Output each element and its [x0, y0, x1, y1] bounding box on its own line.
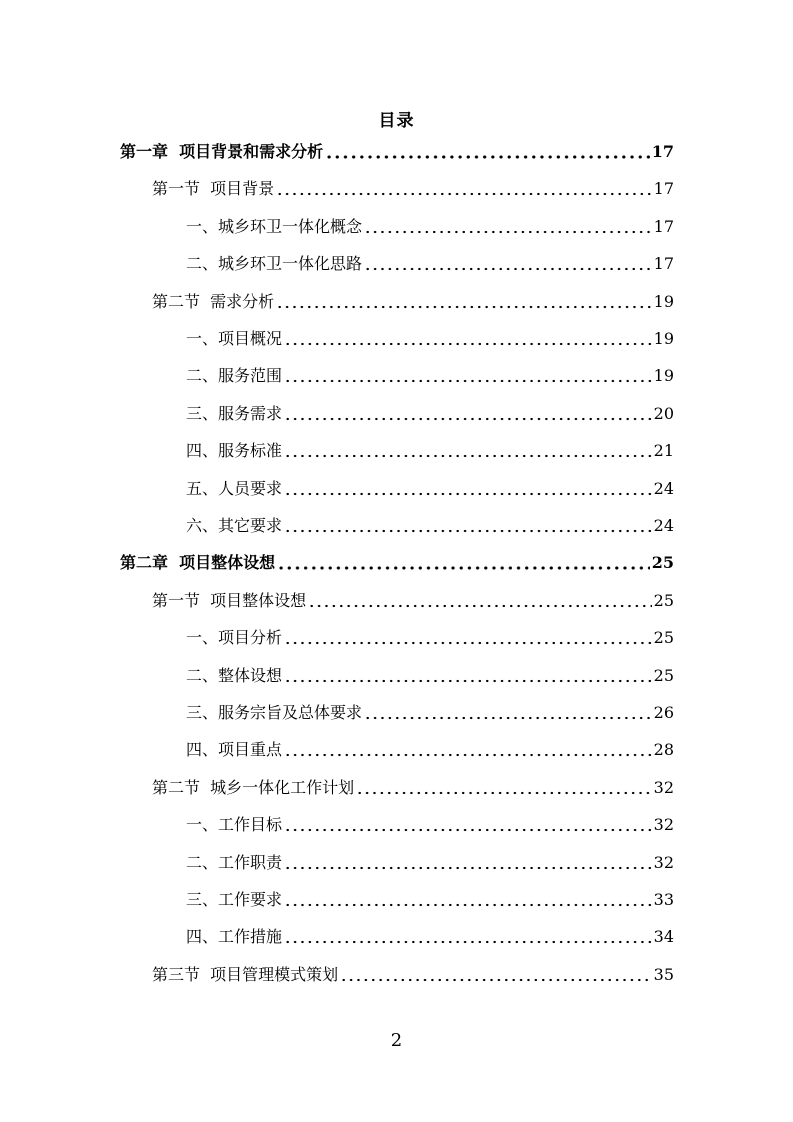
toc-entry-page-number: 17 — [653, 216, 674, 236]
toc-title: 目录 — [378, 111, 415, 131]
dot-leader — [284, 753, 652, 757]
dot-leader — [284, 679, 652, 683]
toc-entry-level-3[interactable] — [186, 924, 674, 950]
toc-entry-level-3[interactable] — [186, 513, 674, 539]
toc-entry-level-3[interactable] — [186, 438, 674, 464]
toc-entry-level-3[interactable] — [186, 737, 674, 763]
toc-entry-label: 二、城乡环卫一体化思路 — [186, 254, 363, 274]
dot-leader — [276, 305, 651, 309]
dot-leader — [284, 903, 652, 907]
toc-entry-level-3[interactable] — [186, 363, 674, 389]
toc-entry-label: 第一节 项目整体设想 — [152, 590, 307, 610]
toc-entry-label: 四、工作措施 — [186, 927, 283, 947]
toc-entry-label: 三、服务宗旨及总体要求 — [186, 703, 363, 722]
toc-entry-page-number: 19 — [653, 291, 674, 311]
toc-entry-page-number: 24 — [653, 516, 674, 535]
toc-entry-label: 二、工作职责 — [186, 852, 283, 872]
toc-entry-label: 五、人员要求 — [186, 478, 283, 498]
toc-entry-label: 四、服务标准 — [186, 441, 283, 461]
dot-leader — [364, 230, 652, 234]
dot-leader — [284, 342, 652, 346]
toc-entry-level-3[interactable] — [186, 850, 674, 876]
toc-entry-page-number: 19 — [653, 366, 674, 386]
toc-entry-level-3[interactable] — [186, 663, 674, 689]
dot-leader — [364, 716, 652, 720]
dot-leader — [284, 828, 652, 832]
toc-entry-level-3[interactable] — [186, 401, 674, 427]
toc-entry-level-2[interactable] — [152, 962, 674, 988]
toc-entry-page-number: 25 — [653, 590, 674, 610]
toc-entry-page-number: 21 — [653, 441, 674, 461]
toc-entry-label: 第二节 城乡一体化工作计划 — [152, 777, 355, 797]
toc-entry-page-number: 25 — [653, 665, 674, 685]
toc-entry-page-number: 26 — [653, 703, 674, 722]
toc-entry-label: 一、工作目标 — [186, 815, 283, 835]
toc-entry-page-number: 17 — [651, 142, 674, 161]
toc-entry-level-3[interactable] — [186, 326, 674, 352]
toc-entry-level-3[interactable] — [186, 700, 674, 726]
toc-entry-page-number: 35 — [653, 964, 674, 984]
dot-leader — [325, 155, 650, 159]
toc-entry-label: 一、项目概况 — [186, 329, 283, 348]
page-number: 2 — [390, 1030, 403, 1051]
toc-entry-level-2[interactable] — [152, 289, 674, 315]
toc-entry-label: 第一节 项目背景 — [152, 179, 275, 199]
dot-leader — [276, 192, 651, 196]
toc-entry-level-3[interactable] — [186, 214, 674, 240]
toc-entry-label: 四、项目重点 — [186, 740, 283, 760]
toc-entry-page-number: 28 — [653, 740, 674, 760]
toc-entry-page-number: 25 — [653, 628, 674, 648]
toc-entry-level-1[interactable] — [120, 550, 674, 576]
toc-entry-page-number: 25 — [651, 553, 674, 573]
dot-leader — [284, 866, 652, 870]
dot-leader — [284, 454, 652, 458]
toc-entry-page-number: 20 — [653, 403, 674, 423]
toc-entry-label: 三、服务需求 — [186, 403, 283, 423]
toc-entry-page-number: 32 — [653, 815, 674, 835]
toc-entry-page-number: 17 — [653, 254, 674, 274]
toc-entry-label: 第二节 需求分析 — [152, 291, 275, 311]
toc-entry-label: 一、城乡环卫一体化概念 — [186, 216, 363, 236]
toc-entry-level-3[interactable] — [186, 625, 674, 651]
toc-entry-page-number: 32 — [653, 777, 674, 797]
dot-leader — [284, 492, 652, 496]
dot-leader — [284, 417, 652, 421]
toc-entry-label: 六、其它要求 — [186, 516, 283, 535]
toc-entry-page-number: 33 — [653, 890, 674, 909]
toc-entry-level-3[interactable] — [186, 476, 674, 502]
dot-leader — [308, 604, 651, 608]
toc-entry-level-2[interactable] — [152, 775, 674, 801]
dot-leader — [364, 267, 652, 271]
toc-entry-level-3[interactable] — [186, 887, 674, 913]
toc-entry-label: 第一章 项目背景和需求分析 — [120, 142, 324, 161]
toc-entry-label: 第二章 项目整体设想 — [120, 553, 276, 573]
dot-leader — [284, 379, 652, 383]
toc-entry-page-number: 34 — [653, 927, 674, 947]
toc-entry-label: 一、项目分析 — [186, 628, 283, 648]
toc-entry-label: 二、服务范围 — [186, 366, 283, 386]
toc-entry-level-3[interactable] — [186, 812, 674, 838]
dot-leader — [356, 791, 651, 795]
toc-entry-page-number: 24 — [653, 478, 674, 498]
dot-leader — [340, 978, 651, 982]
toc-entry-level-3[interactable] — [186, 251, 674, 277]
toc-entry-level-2[interactable] — [152, 176, 674, 202]
toc-entry-page-number: 17 — [653, 179, 674, 199]
toc-entry-page-number: 19 — [653, 329, 674, 348]
toc-entry-level-1[interactable] — [120, 139, 674, 165]
dot-leader — [284, 529, 652, 533]
toc-entry-label: 三、工作要求 — [186, 890, 283, 909]
dot-leader — [277, 566, 650, 570]
toc-entry-label: 二、整体设想 — [186, 665, 283, 685]
toc-entry-label: 第三节 项目管理模式策划 — [152, 964, 339, 984]
dot-leader — [284, 940, 652, 944]
dot-leader — [284, 641, 652, 645]
toc-entry-page-number: 32 — [653, 852, 674, 872]
toc-entry-level-2[interactable] — [152, 588, 674, 614]
